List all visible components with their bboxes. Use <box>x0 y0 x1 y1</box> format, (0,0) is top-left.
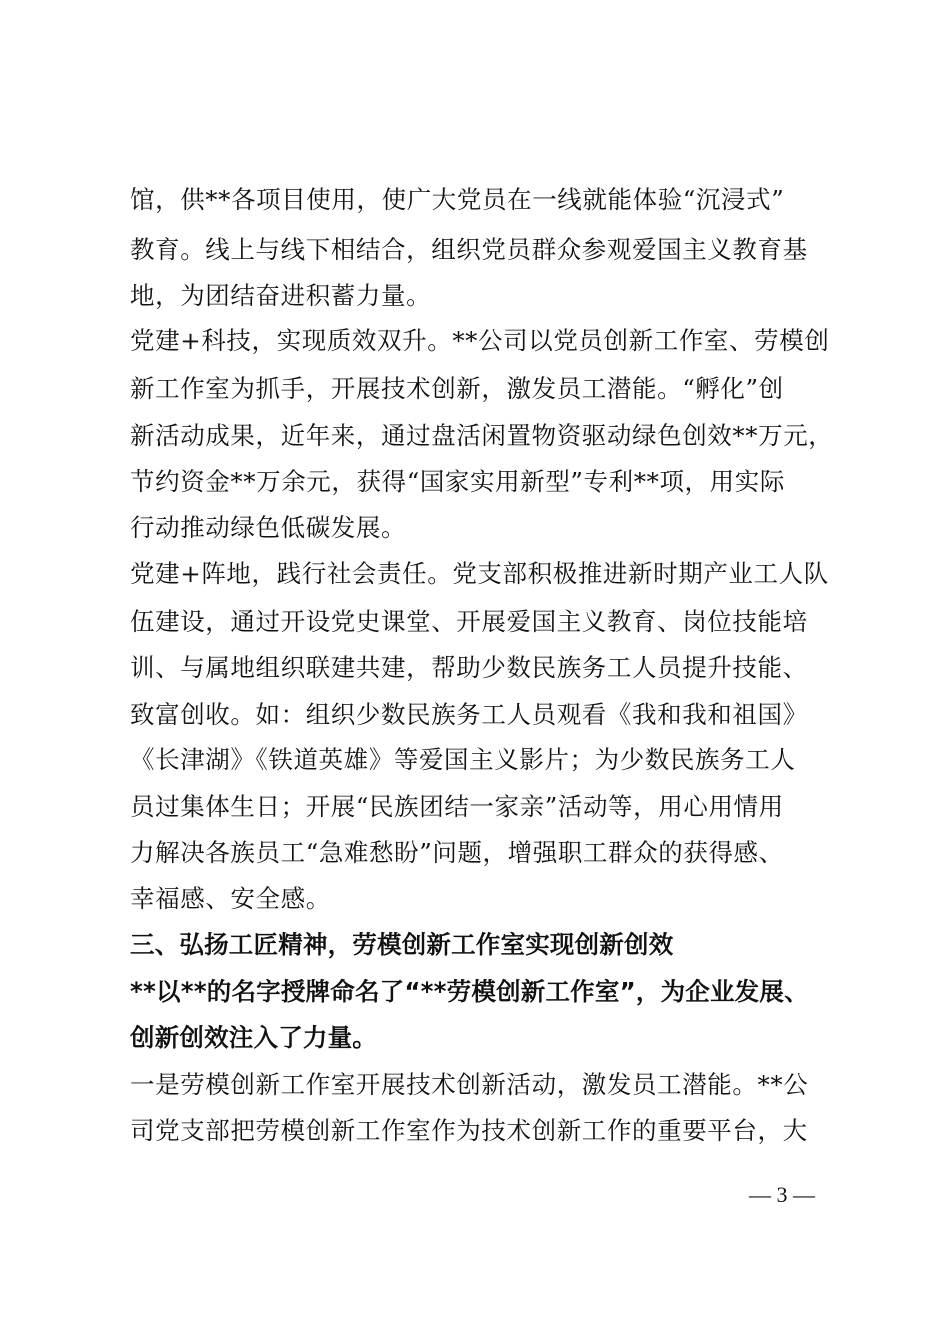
text-line-12: 致富创收。如：组织少数民族务工人员观看《我和我和祖国》 <box>130 700 808 729</box>
text-line-2: 教育。线上与线下相结合，组织党员群众参观爱国主义教育基 <box>130 235 808 264</box>
bold-line-2: 创新创效注入了力量。 <box>130 1023 377 1052</box>
text-line-7: 节约资金**万余元，获得“国家实用新型”专利**项，用实际 <box>130 467 785 496</box>
text-line-9: 党建+阵地，践行社会责任。党支部积极推进新时期产业工人队 <box>130 559 829 588</box>
bold-line-1: **以**的名字授牌命名了“**劳模创新工作室”，为企业发展、 <box>130 977 809 1006</box>
text-line-3: 地，为团结奋进积蓄力量。 <box>130 281 432 310</box>
text-line-5: 新工作室为抓手，开展技术创新，激发员工潜能。“孵化”创 <box>130 374 784 403</box>
text-line-4: 党建+科技，实现质效双升。**公司以党员创新工作室、劳模创 <box>130 326 830 355</box>
text-line-8: 行动推动绿色低碳发展。 <box>130 513 407 542</box>
text-line-16: 幸福感、安全感。 <box>130 884 331 913</box>
text-line-13: 《长津湖》《铁道英雄》等爱国主义影片；为少数民族务工人 <box>130 745 796 774</box>
page-number: — 3 — <box>749 1182 815 1207</box>
text-line-18: 司党支部把劳模创新工作室作为技术创新工作的重要平台，大 <box>130 1116 808 1145</box>
text-line-15: 力解决各族员工“急难愁盼”问题，增强职工群众的获得感、 <box>130 838 784 867</box>
text-line-11: 训、与属地组织联建共建，帮助少数民族务工人员提升技能、 <box>130 653 808 682</box>
text-line-1: 馆，供**各项目使用，使广大党员在一线就能体验“沉浸式” <box>130 185 785 214</box>
section-heading: 三、弘扬工匠精神，劳模创新工作室实现创新创效 <box>130 930 674 959</box>
text-line-10: 伍建设，通过开设党史课堂、开展爱国主义教育、岗位技能培 <box>130 607 808 636</box>
text-line-17: 一是劳模创新工作室开展技术创新活动，激发员工潜能。**公 <box>130 1070 809 1099</box>
text-line-14: 员过集体生日；开展“民族团结一家亲”活动等，用心用情用 <box>130 792 784 821</box>
text-line-6: 新活动成果，近年来，通过盘活闲置物资驱动绿色创效**万元， <box>130 421 834 450</box>
